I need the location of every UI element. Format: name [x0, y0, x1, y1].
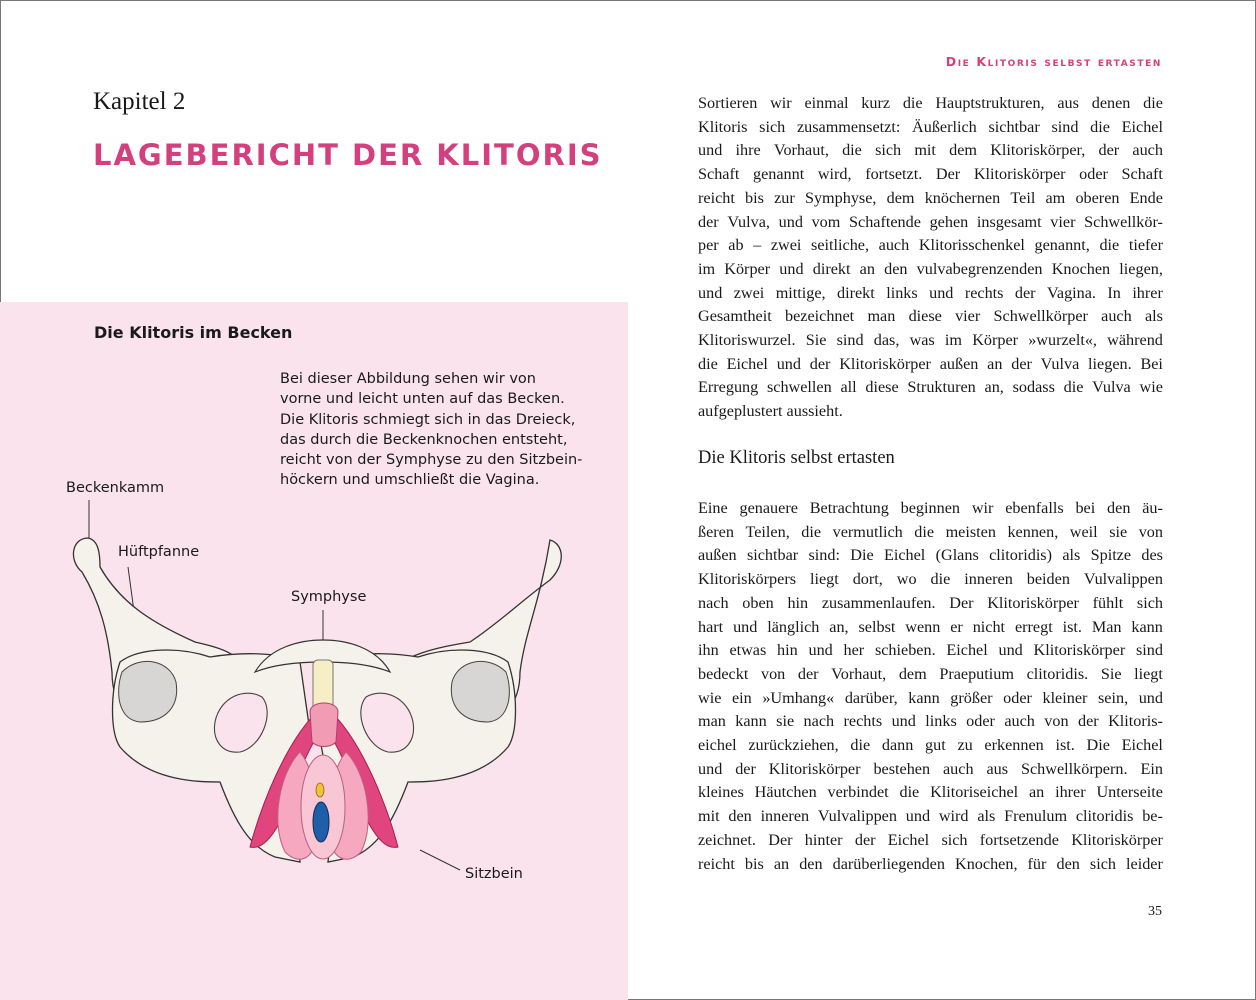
text-line: reicht bis zur Symphyse, dem knöchernen Teil am oberen Ende: [698, 188, 1163, 207]
text-line: außen sichtbar sind: Die Eichel (Glans clitoridis) als Spitze des: [698, 546, 1163, 565]
body-paragraph-2: [698, 497, 1163, 876]
text-line: und ihre Vorhaut, die sich mit dem Klitoriskörper, der auch: [698, 141, 1163, 160]
text-line: Klitoriswurzel. Sie sind das, was im Körper »wurzelt«, während: [698, 331, 1163, 350]
text-line: hart und länglich an, selbst wenn er nicht erregt ist. Man kann: [698, 617, 1163, 636]
label-symphyse: Symphyse: [291, 589, 367, 605]
caption-line: vorne und leicht unten auf das Becken.: [280, 391, 565, 408]
label-hueftpfanne: Hüftpfanne: [118, 544, 200, 560]
text-line: Klitoriskörpers liegt dort, wo die inneren beiden Vulvalippen: [698, 570, 1163, 589]
text-line: der Vulva, und vom Schaftende gehen insgesamt vier Schwellkör-: [698, 212, 1163, 231]
text-line: wie ein »Umhang« darüber, kann größer oder kleiner sein, und: [698, 688, 1163, 707]
text-line: die Eichel und der Klitoriskörper außen an der Vulva liegen. Bei: [698, 354, 1163, 373]
glans: [316, 783, 324, 797]
chapter-title: LAGEBERICHT DER KLITORIS: [93, 138, 603, 172]
text-line: und zwei mittige, direkt links und rechts der Vagina. In ihrer: [698, 283, 1163, 302]
text-line: aufgeplustert aussieht.: [698, 402, 843, 421]
label-beckenkamm: Beckenkamm: [66, 480, 165, 496]
text-line: kleines Häutchen verbindet die Klitoriseichel an ihrer Unterseite: [698, 783, 1163, 802]
text-line: man kann sie nach rechts und links oder auch von der Klitoris-: [698, 712, 1163, 731]
clitoral-body: [310, 703, 338, 747]
right-hip-socket: [451, 661, 509, 722]
label-sitzbein: Sitzbein: [465, 866, 523, 882]
caption-line: höckern und umschließt die Vagina.: [280, 472, 540, 489]
left-hip-socket: [119, 661, 177, 722]
text-line: Gesamtheit bezeichnet man diese vier Schwellkörper auch als: [698, 307, 1163, 326]
text-line: zeichnet. Der hinter der Eichel sich fortsetzende Klitoriskörper: [698, 830, 1163, 849]
text-line: eichel zurückziehen, die dann gut zu erkennen ist. Die Eichel: [698, 736, 1163, 755]
text-line: mit den inneren Vulvalippen und wird als Frenulum clitoridis be-: [698, 807, 1163, 826]
text-line: reicht bis an den darüberliegenden Knochen, für den sich leider: [698, 854, 1163, 873]
text-line: Eine genauere Betrachtung beginnen wir ebenfalls bei den äu-: [698, 499, 1163, 517]
text-line: im Körper und direkt an den vulvabegrenzenden Knochen liegen,: [698, 259, 1163, 278]
text-line: per ab – zwei seitliche, auch Klitorisschenkel genannt, die tiefer: [698, 236, 1163, 255]
text-line: Erregung schwellen all diese Strukturen an, sodass die Vulva wie: [698, 378, 1163, 397]
text-line: nach oben hin zusammenlaufen. Der Klitoriskörper fühlt sich: [698, 593, 1163, 612]
body-paragraph-1: [698, 92, 1163, 424]
caption-line: das durch die Beckenknochen entsteht,: [280, 431, 568, 448]
text-line: und der Klitoriskörper bestehen auch aus Schwellkörpern. Ein: [698, 759, 1163, 778]
caption-line: reicht von der Symphyse zu den Sitzbein-: [280, 452, 583, 469]
figure-caption: [280, 369, 583, 491]
vaginal-opening: [313, 802, 329, 842]
sitzbein-leader: [420, 850, 460, 870]
running-head: Die Klitoris selbst ertasten: [945, 54, 1162, 69]
caption-line: Bei dieser Abbildung sehen wir von: [280, 371, 536, 387]
chapter-label: Kapitel 2: [93, 88, 186, 115]
text-line: Schaft genannt wird, fortsetzt. Der Klitoriskörper oder Schaft: [698, 165, 1163, 184]
text-line: ihn etwas hin und her schieben. Eichel und Klitoriskörper sind: [698, 641, 1163, 660]
text-line: Sortieren wir einmal kurz die Hauptstrukturen, aus denen die: [698, 94, 1163, 112]
figure-title: Die Klitoris im Becken: [94, 323, 293, 342]
page-number: 35: [1148, 904, 1162, 919]
caption-line: Die Klitoris schmiegt sich in das Dreieck,: [280, 411, 576, 428]
text-line: ßeren Teilen, die vermutlich die meisten kennen, weil sie von: [698, 522, 1163, 541]
text-line: Klitoris sich zusammensetzt: Äußerlich sichtbar sind die Eichel: [698, 117, 1163, 136]
text-line: bedeckt von der Vorhaut, dem Praeputium clitoridis. Sie liegt: [698, 664, 1163, 683]
subheading: Die Klitoris selbst ertasten: [698, 448, 895, 468]
